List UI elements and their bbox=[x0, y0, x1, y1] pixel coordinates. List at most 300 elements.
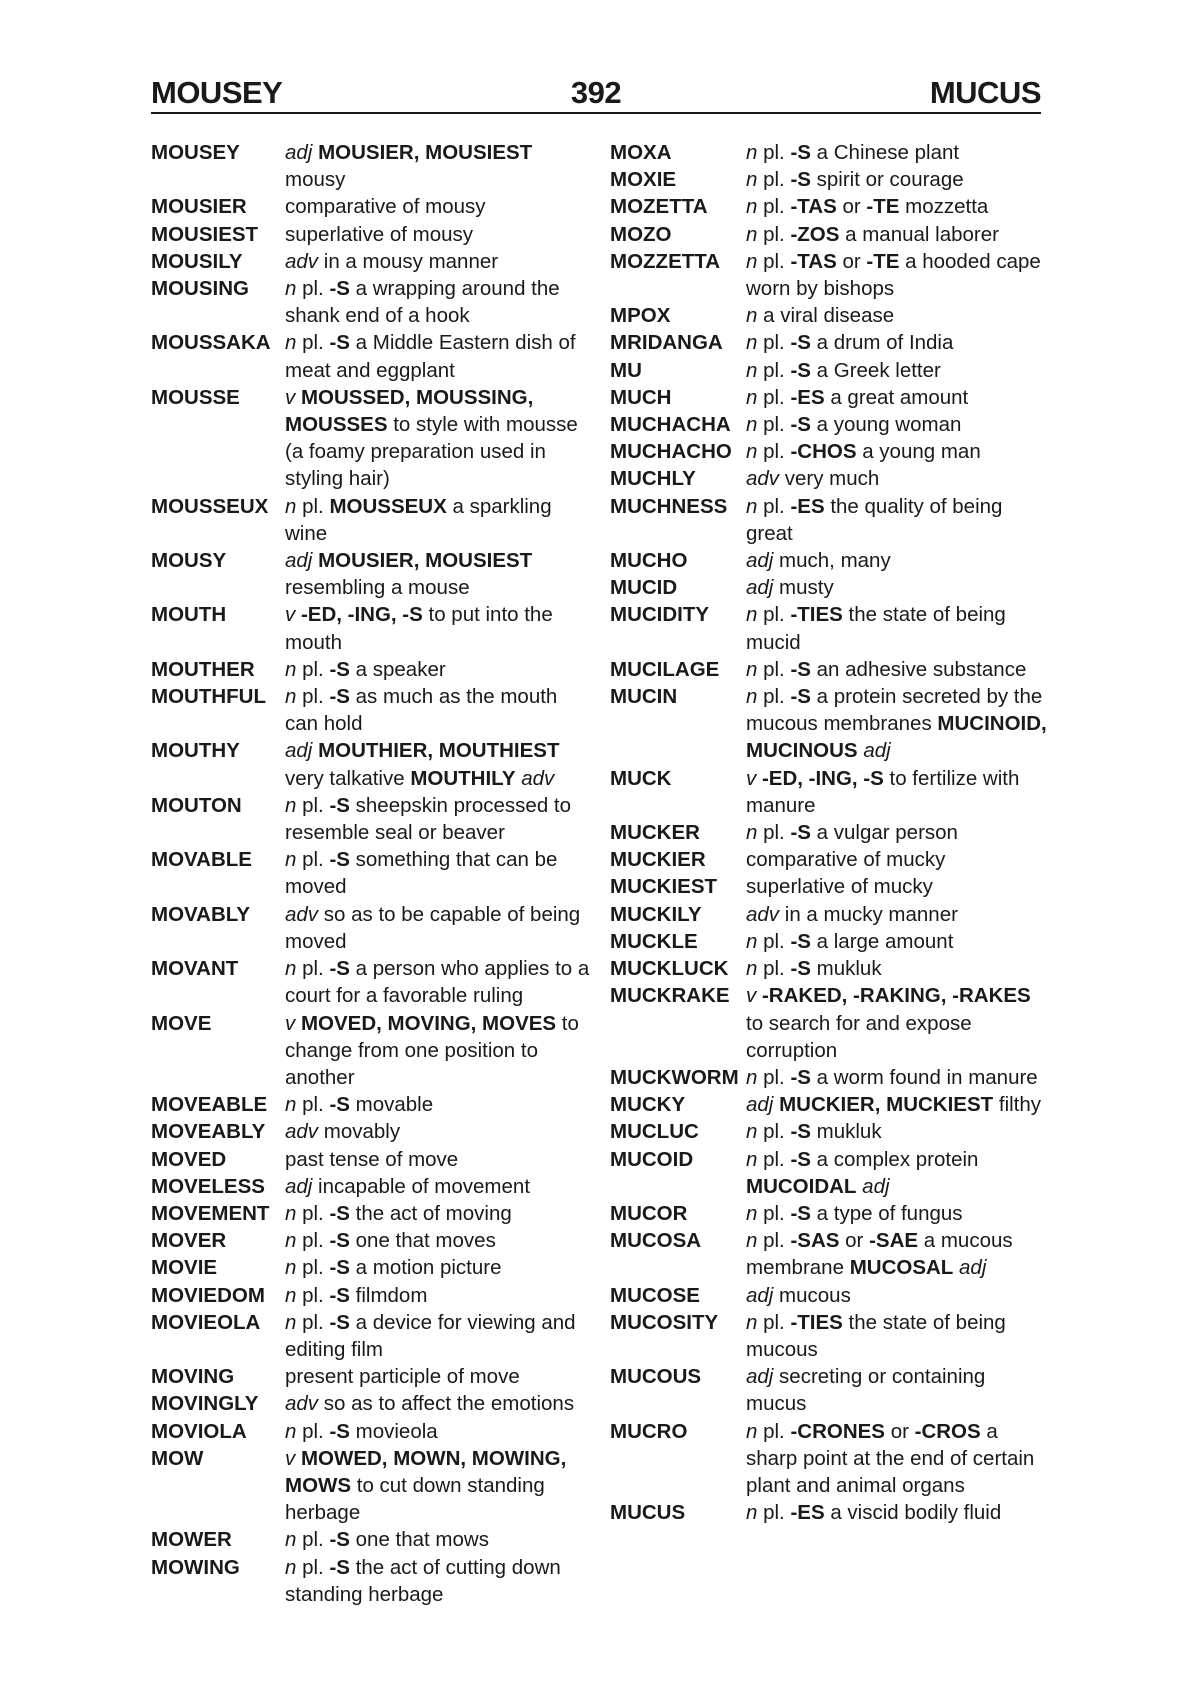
dictionary-entry bbox=[610, 955, 1050, 982]
inflection-form: -S bbox=[790, 331, 811, 355]
inflection-form: MUCOIDAL bbox=[746, 1174, 857, 1198]
part-of-speech: n bbox=[285, 793, 297, 817]
definition-text: pl. bbox=[296, 685, 330, 709]
definition bbox=[746, 601, 1050, 655]
dictionary-entry bbox=[151, 656, 591, 683]
right-guide-word: MUCUS bbox=[929, 75, 1041, 110]
dictionary-entry bbox=[610, 357, 1050, 384]
dictionary-entry bbox=[151, 737, 591, 791]
definition-text: a manual laborer bbox=[839, 222, 999, 246]
headword: MUCKWORM bbox=[610, 1065, 739, 1089]
part-of-speech: n bbox=[746, 358, 758, 382]
definition-text: so as to affect the emotions bbox=[318, 1392, 575, 1416]
definition-text: pl. bbox=[757, 1201, 791, 1225]
definition bbox=[746, 1282, 1050, 1309]
definition bbox=[746, 955, 1050, 982]
part-of-speech: n bbox=[746, 1419, 758, 1443]
dictionary-entry bbox=[610, 1064, 1050, 1091]
definition bbox=[746, 465, 1050, 492]
definition-text: a vulgar person bbox=[810, 821, 958, 845]
dictionary-entry bbox=[151, 248, 591, 275]
definition-text: pl. bbox=[296, 1419, 330, 1443]
headword: MOUSSE bbox=[151, 385, 240, 409]
definition-text: mukluk bbox=[810, 1120, 882, 1144]
definition bbox=[285, 1200, 591, 1227]
headword: MOUTHY bbox=[151, 739, 240, 763]
inflection-form: -S bbox=[329, 277, 350, 301]
headword: MUCOID bbox=[610, 1147, 694, 1171]
inflection-form: -S bbox=[790, 358, 811, 382]
headword: MUCKLUCK bbox=[610, 957, 729, 981]
definition-text: so as to be capable of being moved bbox=[285, 902, 581, 953]
part-of-speech: n bbox=[285, 1419, 297, 1443]
definition bbox=[285, 1390, 591, 1417]
part-of-speech: adj bbox=[285, 739, 313, 763]
definition bbox=[746, 493, 1050, 547]
dictionary-entry bbox=[151, 1390, 591, 1417]
dictionary-entry bbox=[610, 411, 1050, 438]
headword: MOUTHFUL bbox=[151, 685, 267, 709]
definition-text: pl. bbox=[757, 141, 791, 164]
inflection-form: MUCKIER, MUCKIEST bbox=[779, 1093, 994, 1117]
headword: MUCLUC bbox=[610, 1120, 699, 1144]
dictionary-entry bbox=[610, 574, 1050, 601]
definition-text: pl. bbox=[296, 331, 330, 355]
dictionary-entry bbox=[610, 1363, 1050, 1417]
inflection-form: MOUSIER, MOUSIEST bbox=[318, 549, 533, 573]
definition-text: to change from one position to another bbox=[285, 1011, 579, 1089]
definition-text: pl. bbox=[757, 222, 791, 246]
headword: MOVEMENT bbox=[151, 1201, 270, 1225]
headword: MOVELESS bbox=[151, 1174, 265, 1198]
part-of-speech: adj bbox=[285, 1174, 313, 1198]
part-of-speech: n bbox=[746, 821, 758, 845]
definition bbox=[285, 329, 591, 383]
part-of-speech: n bbox=[746, 249, 758, 273]
definition-text: musty bbox=[773, 576, 834, 600]
inflection-form: -SAE bbox=[869, 1229, 919, 1253]
headword: MOUSSAKA bbox=[151, 331, 271, 355]
part-of-speech: adj bbox=[862, 1174, 890, 1198]
headword: MOUSING bbox=[151, 277, 249, 301]
dictionary-entry bbox=[151, 1363, 591, 1390]
headword: MOUSIER bbox=[151, 195, 247, 219]
headword: MUCUS bbox=[610, 1501, 686, 1525]
definition bbox=[746, 1091, 1050, 1118]
definition bbox=[285, 901, 591, 955]
inflection-form: -S bbox=[790, 821, 811, 845]
dictionary-entry bbox=[151, 493, 591, 547]
part-of-speech: n bbox=[746, 1201, 758, 1225]
dictionary-entry bbox=[151, 1227, 591, 1254]
dictionary-entry bbox=[610, 928, 1050, 955]
part-of-speech: adj bbox=[285, 141, 313, 164]
dictionary-entry bbox=[151, 901, 591, 955]
dictionary-entry bbox=[610, 982, 1050, 1064]
left-column bbox=[151, 139, 591, 1608]
dictionary-entry bbox=[610, 1309, 1050, 1363]
definition-text: movably bbox=[318, 1120, 401, 1144]
definition-text: incapable of movement bbox=[312, 1174, 531, 1198]
dictionary-entry bbox=[610, 221, 1050, 248]
definition-text: pl. bbox=[757, 821, 791, 845]
headword: MOVEABLY bbox=[151, 1120, 266, 1144]
definition-text: or bbox=[836, 249, 867, 273]
part-of-speech: n bbox=[285, 1093, 297, 1117]
dictionary-entry bbox=[610, 384, 1050, 411]
definition bbox=[285, 248, 591, 275]
dictionary-entry bbox=[610, 683, 1050, 765]
headword: MUCKLE bbox=[610, 929, 698, 953]
definition-text: sheepskin processed to resemble seal or beaver bbox=[285, 793, 572, 845]
part-of-speech: n bbox=[746, 331, 758, 355]
headword: MOXA bbox=[610, 141, 672, 164]
part-of-speech: adv bbox=[521, 766, 555, 790]
dictionary-entry bbox=[151, 1173, 591, 1200]
definition-text: pl. bbox=[757, 657, 791, 681]
definition-text: a type of fungus bbox=[810, 1201, 963, 1225]
part-of-speech: v bbox=[746, 984, 757, 1008]
dictionary-entry bbox=[610, 139, 1050, 166]
definition bbox=[746, 982, 1050, 1064]
headword: MUCHO bbox=[610, 549, 688, 573]
dictionary-entry bbox=[151, 1554, 591, 1608]
definition bbox=[746, 1064, 1050, 1091]
inflection-form: MOUSSED, MOUSSING, MOUSSES bbox=[285, 385, 534, 437]
definition bbox=[746, 221, 1050, 248]
dictionary-entry bbox=[151, 547, 591, 601]
part-of-speech: v bbox=[285, 1446, 296, 1470]
dictionary-entry bbox=[610, 329, 1050, 356]
definition-text: a hooded cape worn by bishops bbox=[746, 249, 1041, 301]
definition-text: the state of being mucid bbox=[746, 603, 1006, 654]
definition-text: pl. bbox=[757, 1419, 791, 1443]
definition-text: past tense of move bbox=[285, 1147, 459, 1171]
inflection-form: -S bbox=[329, 1419, 350, 1443]
part-of-speech: n bbox=[285, 1528, 297, 1552]
headword: MOUSIEST bbox=[151, 222, 259, 246]
definition-text: pl. bbox=[757, 603, 791, 627]
dictionary-entry bbox=[610, 193, 1050, 220]
definition bbox=[746, 765, 1050, 819]
inflection-form: -TIES bbox=[790, 1310, 843, 1334]
definition-text: pl. bbox=[296, 848, 330, 872]
definition bbox=[285, 384, 591, 493]
dictionary-entry bbox=[151, 955, 591, 1009]
definition-text: pl. bbox=[296, 1229, 330, 1253]
dictionary-entry bbox=[151, 1254, 591, 1281]
dictionary-entry bbox=[151, 1200, 591, 1227]
part-of-speech: adj bbox=[746, 549, 774, 573]
part-of-speech: n bbox=[746, 1229, 758, 1253]
definition bbox=[746, 656, 1050, 683]
definition-text: a person who applies to a court for a favorable ruling bbox=[285, 957, 590, 1008]
dictionary-entry bbox=[610, 547, 1050, 574]
inflection-form: -S bbox=[790, 1065, 811, 1089]
definition-text: pl. bbox=[757, 413, 791, 437]
definition-text: pl. bbox=[296, 1310, 330, 1334]
headword: MOVED bbox=[151, 1147, 227, 1171]
definition bbox=[285, 275, 591, 329]
headword: MUCHLY bbox=[610, 467, 696, 491]
headword: MUCHACHA bbox=[610, 413, 731, 437]
headword: MUCIN bbox=[610, 685, 678, 709]
dictionary-entry bbox=[610, 493, 1050, 547]
definition bbox=[285, 1526, 591, 1553]
definition bbox=[285, 1010, 591, 1092]
headword: MUCHNESS bbox=[610, 494, 728, 518]
definition-text: pl. bbox=[757, 1147, 791, 1171]
definition-text: pl. bbox=[757, 494, 791, 518]
definition bbox=[746, 1146, 1050, 1200]
definition-text: something that can be moved bbox=[285, 848, 558, 899]
definition-text: resembling a mouse bbox=[285, 576, 470, 600]
definition bbox=[746, 166, 1050, 193]
headword: MOW bbox=[151, 1446, 204, 1470]
definition-text: pl. bbox=[296, 1528, 330, 1552]
inflection-form: -S bbox=[790, 929, 811, 953]
headword: MUCH bbox=[610, 385, 672, 409]
part-of-speech: n bbox=[746, 657, 758, 681]
part-of-speech: adv bbox=[285, 1120, 319, 1144]
definition bbox=[285, 1418, 591, 1445]
definition-text: the quality of being great bbox=[746, 494, 1003, 545]
part-of-speech: v bbox=[285, 603, 296, 627]
part-of-speech: n bbox=[746, 957, 758, 981]
definition-text: a sharp point at the end of certain plant and animal organs bbox=[746, 1419, 1035, 1497]
definition bbox=[746, 819, 1050, 846]
definition-text: movable bbox=[349, 1093, 434, 1117]
definition bbox=[746, 139, 1050, 166]
inflection-form: -S bbox=[790, 1147, 811, 1171]
inflection-form: -S bbox=[329, 1555, 350, 1579]
inflection-form: MUCOSAL bbox=[849, 1256, 954, 1280]
dictionary-entry bbox=[610, 1282, 1050, 1309]
definition bbox=[285, 1254, 591, 1281]
definition-text: pl. bbox=[757, 331, 791, 355]
definition-text: pl. bbox=[296, 1201, 330, 1225]
definition-text: pl. bbox=[757, 929, 791, 953]
part-of-speech: n bbox=[285, 957, 297, 981]
inflection-form: -S bbox=[790, 1120, 811, 1144]
definition bbox=[285, 1091, 591, 1118]
headword: MUCILAGE bbox=[610, 657, 720, 681]
headword: MUCKER bbox=[610, 821, 700, 845]
dictionary-entry bbox=[610, 819, 1050, 846]
definition-text: pl. bbox=[296, 494, 330, 518]
definition bbox=[746, 928, 1050, 955]
part-of-speech: adv bbox=[746, 467, 780, 491]
definition bbox=[285, 1309, 591, 1363]
dictionary-entry bbox=[151, 329, 591, 383]
inflection-form: -TAS bbox=[790, 249, 837, 273]
headword: MUCID bbox=[610, 576, 678, 600]
headword: MPOX bbox=[610, 304, 671, 328]
definition bbox=[746, 302, 1050, 329]
inflection-form: -S bbox=[329, 1256, 350, 1280]
dictionary-entry bbox=[610, 1499, 1050, 1526]
definition-text: pl. bbox=[757, 957, 791, 981]
inflection-form: -CHOS bbox=[790, 440, 857, 464]
right-column bbox=[610, 139, 1050, 1526]
dictionary-entry bbox=[151, 1010, 591, 1092]
definition-text: mukluk bbox=[810, 957, 882, 981]
headword: MOUSY bbox=[151, 549, 227, 573]
definition bbox=[285, 846, 591, 900]
headword: MUCKRAKE bbox=[610, 984, 730, 1008]
part-of-speech: n bbox=[285, 1256, 297, 1280]
definition-text: mucous bbox=[773, 1283, 851, 1307]
part-of-speech: adj bbox=[746, 1365, 774, 1389]
headword: MUCOSITY bbox=[610, 1310, 719, 1334]
definition-text: movieola bbox=[349, 1419, 438, 1443]
definition bbox=[285, 1445, 591, 1527]
dictionary-entry bbox=[610, 248, 1050, 302]
dictionary-entry bbox=[610, 1227, 1050, 1281]
definition bbox=[746, 1227, 1050, 1281]
definition-text: comparative of mucky bbox=[746, 848, 946, 872]
definition bbox=[285, 1363, 591, 1390]
inflection-form: -S bbox=[329, 1229, 350, 1253]
definition bbox=[746, 438, 1050, 465]
headword: MOVIE bbox=[151, 1256, 218, 1280]
dictionary-entry bbox=[610, 873, 1050, 900]
part-of-speech: n bbox=[285, 657, 297, 681]
dictionary-entry bbox=[151, 1282, 591, 1309]
inflection-form: -TAS bbox=[790, 195, 837, 219]
headword: MOVABLE bbox=[151, 848, 252, 872]
part-of-speech: n bbox=[746, 929, 758, 953]
part-of-speech: n bbox=[746, 494, 758, 518]
headword: MOUTHER bbox=[151, 657, 255, 681]
part-of-speech: v bbox=[746, 766, 757, 790]
inflection-form: MOVED, MOVING, MOVES bbox=[300, 1011, 557, 1035]
headword: MUCKIEST bbox=[610, 875, 718, 899]
definition-text: a Middle Eastern dish of meat and eggplant bbox=[285, 331, 576, 382]
definition bbox=[285, 601, 591, 655]
definition-text: pl. bbox=[757, 1501, 791, 1525]
definition-text: a mucous membrane bbox=[746, 1229, 1013, 1280]
part-of-speech: n bbox=[746, 141, 758, 164]
dictionary-entry bbox=[151, 1118, 591, 1145]
dictionary-entry bbox=[151, 792, 591, 846]
definition bbox=[285, 1173, 591, 1200]
dictionary-entry bbox=[151, 683, 591, 737]
definition bbox=[285, 1146, 591, 1173]
headword: MOVER bbox=[151, 1229, 227, 1253]
headword: MRIDANGA bbox=[610, 331, 723, 355]
headword: MOVE bbox=[151, 1011, 212, 1035]
dictionary-entry bbox=[610, 1118, 1050, 1145]
headword: MOZETTA bbox=[610, 195, 708, 219]
part-of-speech: v bbox=[285, 1011, 296, 1035]
part-of-speech: n bbox=[746, 168, 758, 192]
definition bbox=[285, 1282, 591, 1309]
definition-text: pl. bbox=[757, 1229, 791, 1253]
definition bbox=[746, 384, 1050, 411]
part-of-speech: adj bbox=[285, 549, 313, 573]
definition bbox=[746, 357, 1050, 384]
headword: MOWER bbox=[151, 1528, 232, 1552]
page-header bbox=[151, 72, 1041, 114]
definition bbox=[285, 955, 591, 1009]
definition-text: to search for and expose corruption bbox=[746, 1011, 972, 1062]
headword: MOVIEOLA bbox=[151, 1310, 261, 1334]
definition-text: to style with mousse (a foamy preparation used in styling hair) bbox=[285, 413, 578, 491]
definition bbox=[285, 737, 591, 791]
definition-text: mozzetta bbox=[899, 195, 989, 219]
part-of-speech: v bbox=[285, 385, 296, 409]
definition-text: pl. bbox=[296, 793, 330, 817]
part-of-speech: n bbox=[746, 1310, 758, 1334]
part-of-speech: n bbox=[746, 385, 758, 409]
headword: MUCK bbox=[610, 766, 672, 790]
inflection-form: -TIES bbox=[790, 603, 843, 627]
definition-text: a motion picture bbox=[349, 1256, 502, 1280]
dictionary-entry bbox=[610, 166, 1050, 193]
inflection-form: -ED, -ING, -S bbox=[761, 766, 884, 790]
definition-text: pl. bbox=[757, 168, 791, 192]
headword: MOUTON bbox=[151, 793, 242, 817]
part-of-speech: adj bbox=[746, 1093, 774, 1117]
part-of-speech: n bbox=[746, 1147, 758, 1171]
definition-text: superlative of mucky bbox=[746, 875, 933, 899]
definition-text: comparative of mousy bbox=[285, 195, 486, 219]
definition bbox=[746, 411, 1050, 438]
inflection-form: -S bbox=[329, 657, 350, 681]
part-of-speech: adj bbox=[746, 1283, 774, 1307]
definition-text: a speaker bbox=[349, 657, 446, 681]
headword: MUCIDITY bbox=[610, 603, 710, 627]
headword: MOUTH bbox=[151, 603, 227, 627]
definition-text: or bbox=[836, 195, 867, 219]
definition bbox=[285, 221, 591, 248]
inflection-form: -S bbox=[329, 848, 350, 872]
dictionary-entry bbox=[610, 438, 1050, 465]
part-of-speech: n bbox=[285, 685, 297, 709]
headword: MOVIOLA bbox=[151, 1419, 247, 1443]
definition-text: in a mucky manner bbox=[779, 902, 958, 926]
dictionary-entry bbox=[151, 601, 591, 655]
definition bbox=[285, 683, 591, 737]
dictionary-entry bbox=[610, 656, 1050, 683]
dictionary-entry bbox=[151, 1418, 591, 1445]
definition-text: a protein secreted by the mucous membranes bbox=[746, 685, 1043, 736]
definition bbox=[746, 329, 1050, 356]
part-of-speech: n bbox=[285, 331, 297, 355]
definition-text: an adhesive substance bbox=[810, 657, 1027, 681]
definition bbox=[746, 1200, 1050, 1227]
inflection-form: -S bbox=[329, 1201, 350, 1225]
page-number: 392 bbox=[570, 75, 622, 110]
inflection-form: -S bbox=[790, 957, 811, 981]
dictionary-entry bbox=[610, 302, 1050, 329]
definition-text: a viral disease bbox=[757, 304, 895, 328]
headword: MUCOSA bbox=[610, 1229, 702, 1253]
definition-text: a device for viewing and editing film bbox=[285, 1310, 576, 1361]
definition bbox=[285, 547, 591, 601]
part-of-speech: n bbox=[285, 277, 297, 301]
definition-text: secreting or containing mucus bbox=[746, 1365, 986, 1416]
part-of-speech: n bbox=[285, 1201, 297, 1225]
part-of-speech: n bbox=[285, 848, 297, 872]
inflection-form: -S bbox=[790, 141, 811, 164]
dictionary-entry bbox=[151, 1526, 591, 1553]
inflection-form: -S bbox=[790, 413, 811, 437]
headword: MOVEABLE bbox=[151, 1093, 268, 1117]
headword: MOVIEDOM bbox=[151, 1283, 265, 1307]
definition bbox=[746, 1499, 1050, 1526]
